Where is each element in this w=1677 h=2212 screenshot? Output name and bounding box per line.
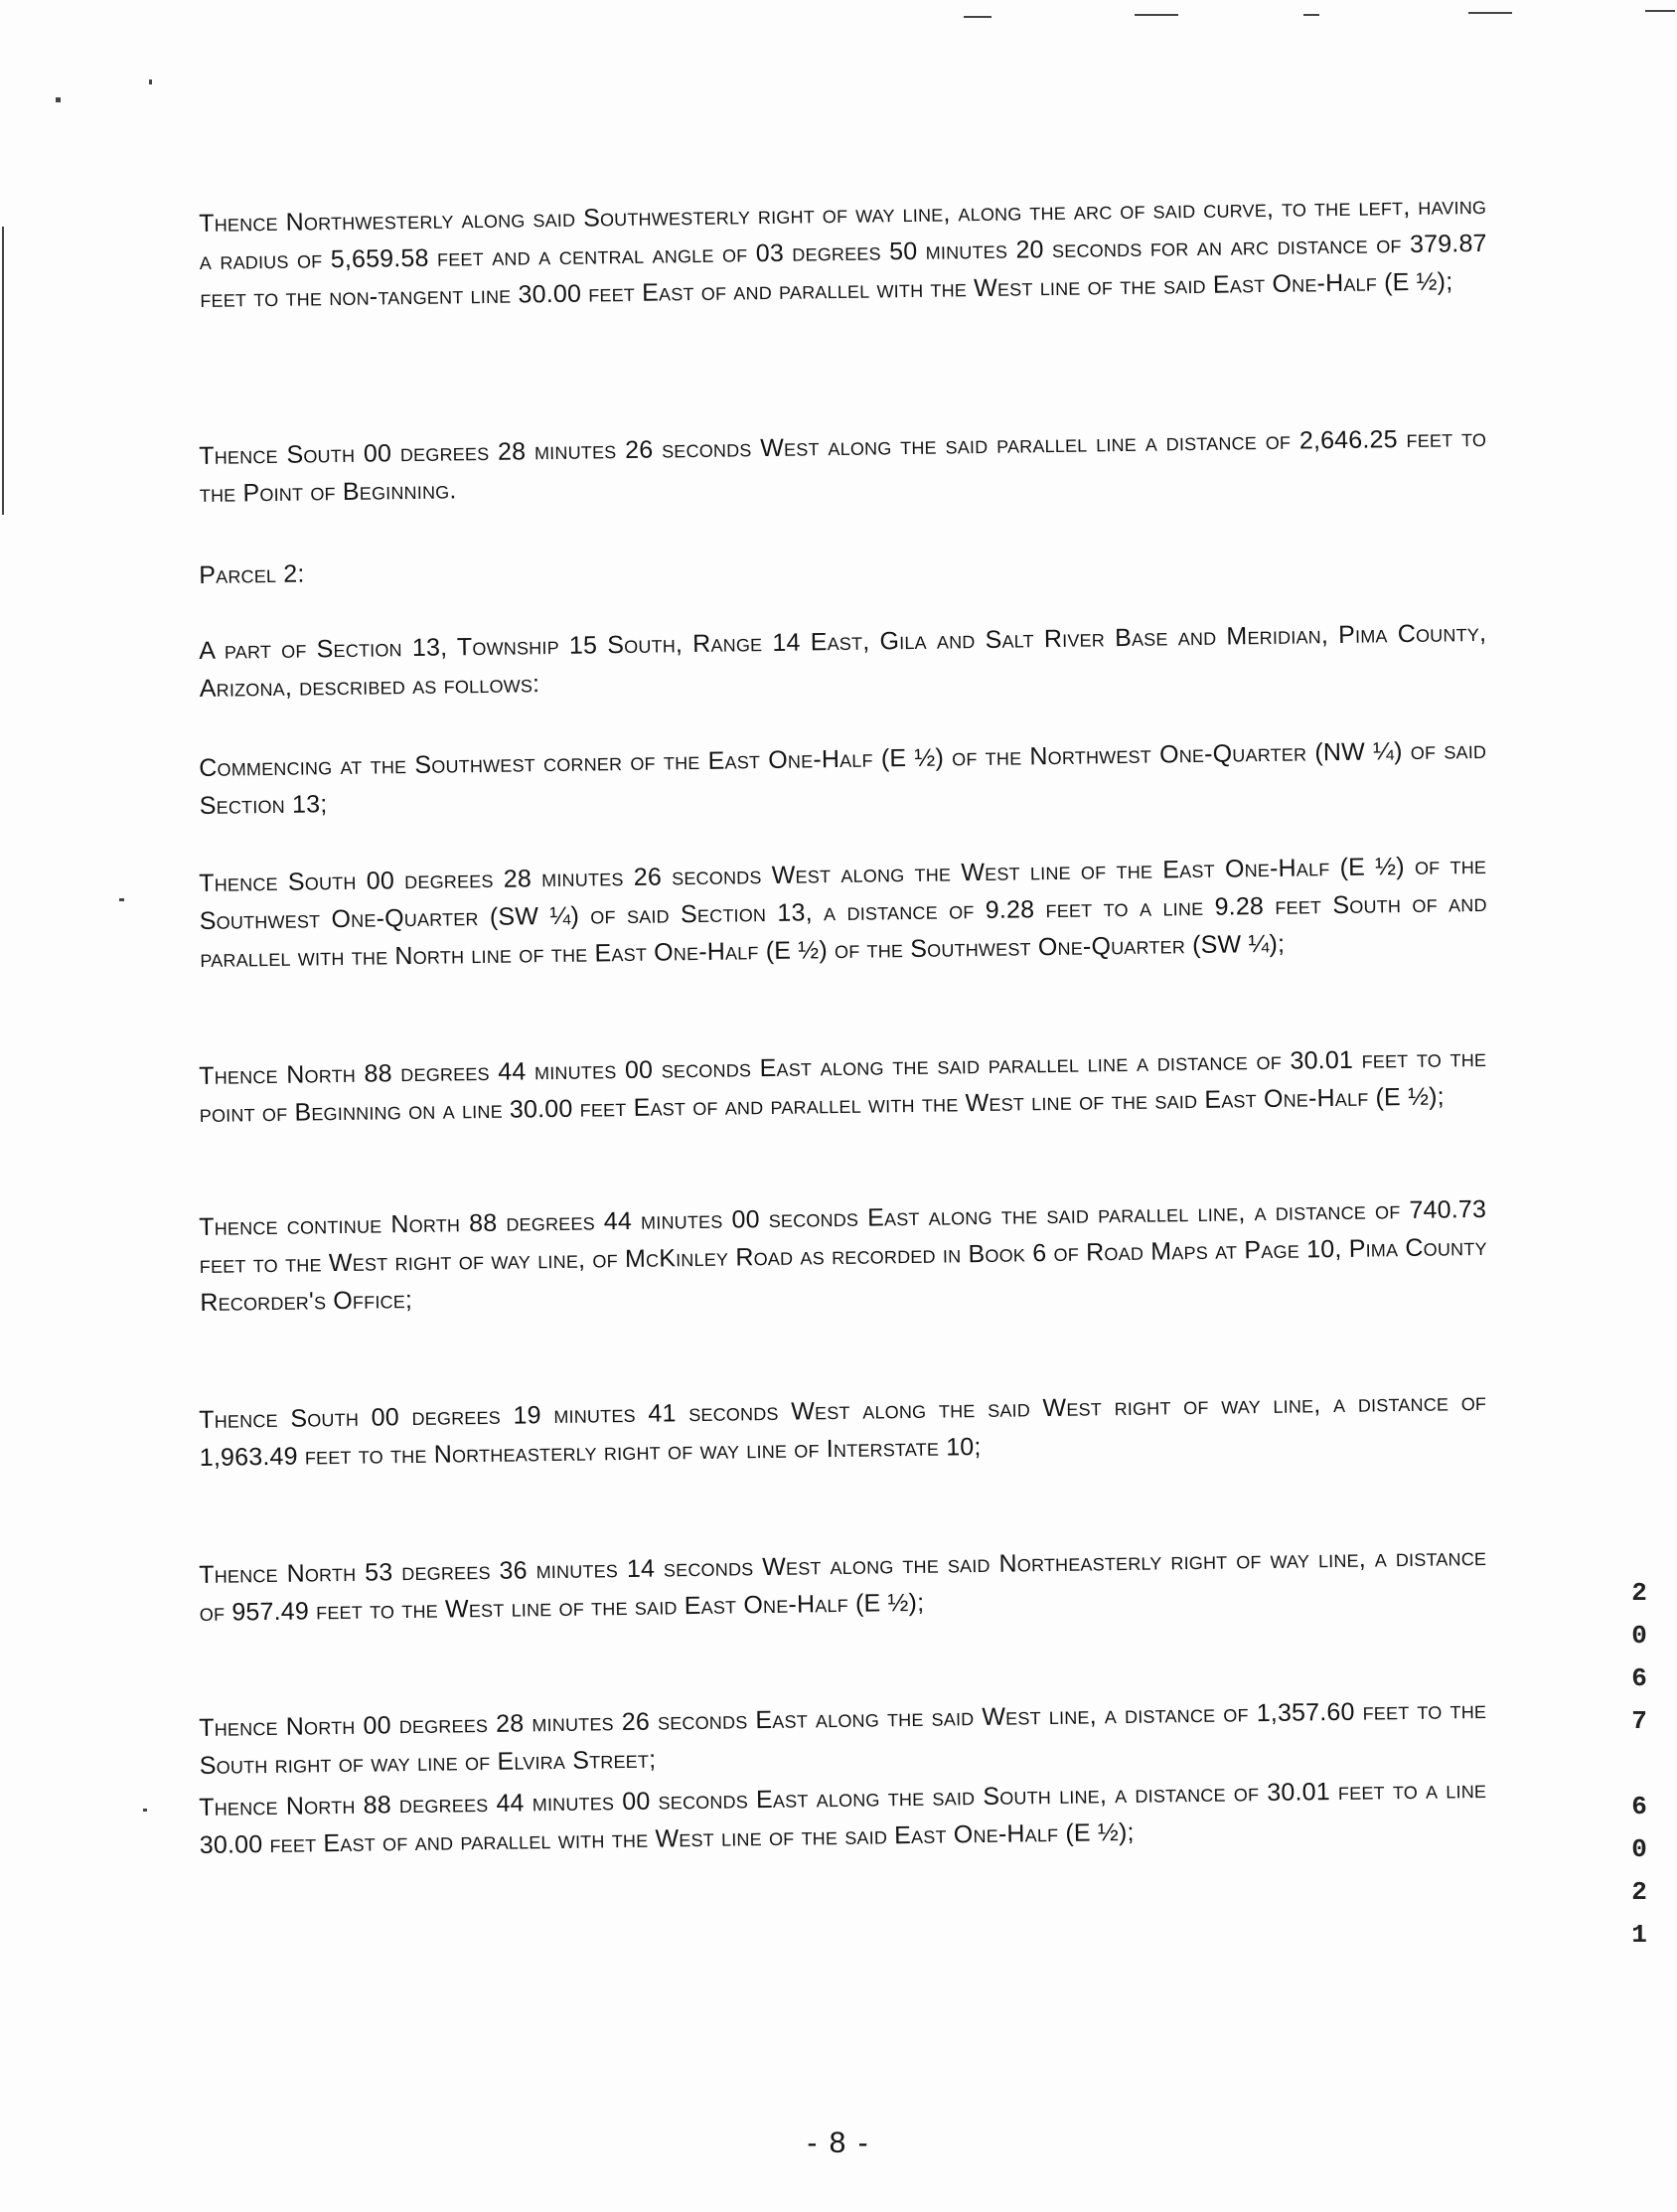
stamp-digit: 2 [1631, 1578, 1647, 1608]
scan-speck [56, 97, 61, 102]
stamp-digit: 0 [1631, 1621, 1647, 1651]
paragraph: Thence North 53 degrees 36 minutes 14 seconds West along the said Northeasterly right of way line, a distance of 957.49 feet to the West line of the said East One-Half (E ½); [199, 1542, 1487, 1627]
scan-speck [143, 1809, 147, 1812]
page-number: - 8 - [807, 2127, 870, 2159]
paragraph: Thence South 00 degrees 28 minutes 26 seconds West along the said parallel line a distance of 2,646.25 feet to the Point of Beginning. [199, 423, 1487, 508]
stamp-digit: 1 [1631, 1920, 1647, 1950]
stamp-gap [1625, 1743, 1653, 1786]
stamp-digit: 7 [1631, 1706, 1647, 1736]
scan-top-dash [1135, 14, 1178, 16]
stamp-digit: 6 [1631, 1663, 1647, 1693]
stamp-digit: 0 [1631, 1834, 1647, 1864]
parcel-heading: Parcel 2: [199, 559, 305, 589]
stamp-digit: 6 [1631, 1792, 1647, 1821]
paragraph: Thence North 88 degrees 44 minutes 00 seconds East along the said South line, a distance of 30.01 feet to a line 30.00 feet East of and parallel with the West line of the said East One-Half (E ½); [199, 1775, 1487, 1859]
scan-top-dash [1468, 12, 1512, 14]
scan-top-dash [964, 16, 991, 18]
scan-top-dash [1645, 10, 1675, 12]
paragraph: Thence North 88 degrees 44 minutes 00 seconds East along the said parallel line a distance of 30.01 feet to the point of Beginning on a line 30.00 feet East of and parallel with the West line of the said East One-Half (E ½); [199, 1043, 1487, 1128]
scan-speck [119, 898, 124, 901]
paragraph: Thence continue North 88 degrees 44 minutes 00 seconds East along the said parallel line, a distance of 740.73 feet to the West right of way line, of McKinley Road as recorded in Book 6 of Road Maps at Page 10, Pima County Recorder's Office; [199, 1194, 1487, 1317]
paragraph: Thence South 00 degrees 28 minutes 26 seconds West along the West line of the East One-Half (E ½) of the Southwest One-Quarter (SW ¼) of said Section 13, a distance of 9.28 feet to a line 9.28 feet South of and parallel with the North line of the East One-Half (E ½) of the Southwest One-Quarter (SW ¼); [199, 851, 1487, 973]
scan-top-dash [1303, 14, 1319, 16]
stamp-digit: 2 [1631, 1877, 1647, 1907]
scan-speck [149, 79, 152, 84]
paragraph: Thence Northwesterly along said Southwesterly right of way line, along the arc of said curve, to the left, having a radius of 5,659.58 feet and a central angle of 03 degrees 50 minutes 20 seconds for an arc distance of 379.87 feet to the non-tangent line 30.00 feet East of and parallel with the West line of the said East One-Half (E ½); [199, 191, 1487, 313]
paragraph: Thence South 00 degrees 19 minutes 41 seconds West along the said West right of way line, a distance of 1,963.49 feet to the Northeasterly right of way line of Interstate 10; [199, 1387, 1487, 1472]
paragraph: A part of Section 13, Township 15 South, Range 14 East, Gila and Salt River Base and Meridian, Pima County, Arizona, described as follows: [199, 618, 1487, 703]
paragraph: Thence North 00 degrees 28 minutes 26 seconds East along the said West line, a distance of 1,357.60 feet to the South right of way line of Elvira Street; [199, 1695, 1487, 1780]
scan-margin-line [2, 227, 4, 515]
paragraph: Commencing at the Southwest corner of the East One-Half (E ½) of the Northwest One-Quarter (NW ¼) of said Section 13; [199, 735, 1487, 820]
recording-stamp [1625, 1572, 1653, 1957]
